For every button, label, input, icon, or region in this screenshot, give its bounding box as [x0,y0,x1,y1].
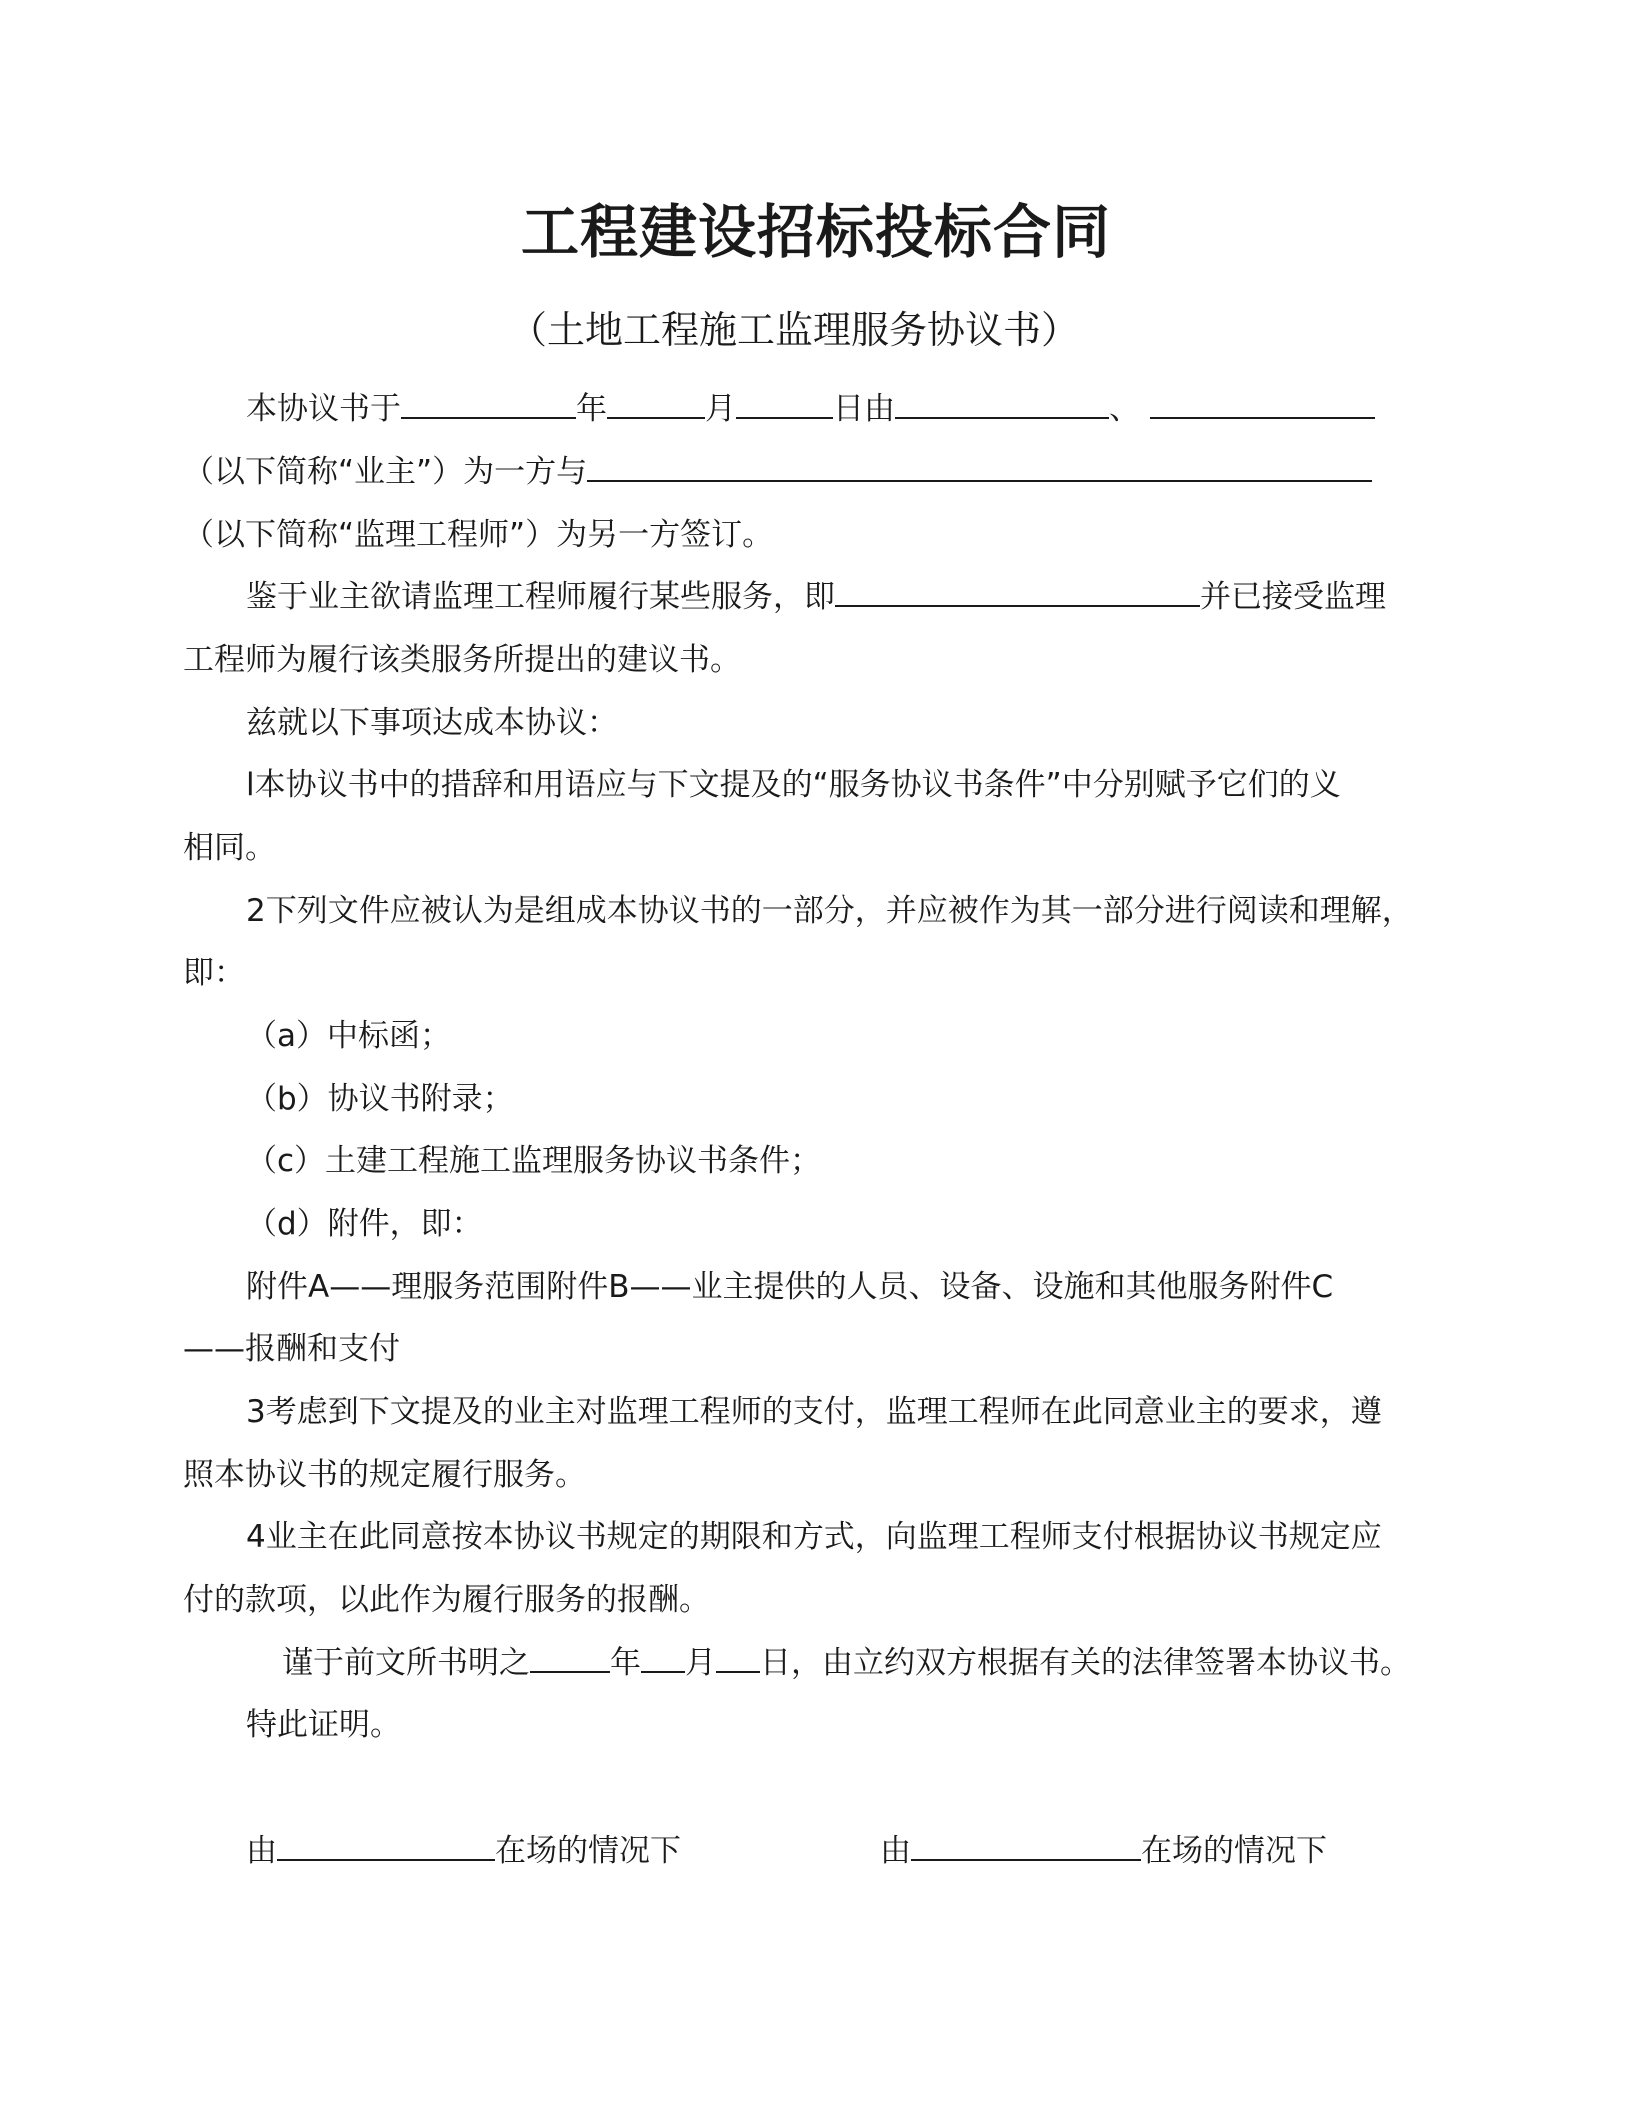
whereas-text-1: 鉴于业主欲请监理工程师履行某些服务，即 [246,579,835,615]
intro-text-2: （以下简称“业主”）为一方与 [183,454,588,490]
annex-line-1: 附件A——理服务范围附件B——业主提供的人员、设备、设施和其他服务附件C [246,1269,1334,1305]
signature-right-text-2: 在场的情况下 [1141,1833,1327,1869]
list-item-b: （b）协议书附录； [246,1081,514,1117]
date-month-blank[interactable] [607,387,705,419]
sign-year-blank[interactable] [530,1641,610,1673]
signature-left-text-1: 由 [246,1833,277,1869]
whereas-line-1 [246,572,1386,622]
witness-text-month: 月 [685,1645,716,1681]
intro-text-day: 日由 [833,391,895,427]
party-one-blank[interactable] [895,387,1109,419]
certify-line: 特此证明。 [246,1707,401,1743]
intro-text-1: 本协议书于 [246,391,401,427]
document-subtitle: （土地工程施工监理服务协议书） [508,308,1079,352]
date-year-blank[interactable] [401,387,576,419]
clause-2-line-2: 即： [183,955,245,991]
signature-right-text-1: 由 [880,1833,911,1869]
clause-4-line-2: 付的款项，以此作为履行服务的报酬。 [183,1582,710,1618]
sign-month-blank[interactable] [641,1641,685,1673]
list-item-d: （d）附件，即： [246,1206,483,1242]
witness-right-blank[interactable] [911,1829,1141,1861]
signature-left [246,1826,681,1876]
party-two-blank[interactable] [587,450,1372,482]
clause-1-line-2: 相同。 [183,830,276,866]
list-item-c: （c）土建工程施工监理服务协议书条件； [246,1143,822,1179]
witness-line [282,1638,1411,1688]
date-day-blank[interactable] [736,387,833,419]
whereas-text-2: 并已接受监理 [1200,579,1386,615]
clause-4-line-1: 4业主在此同意按本协议书规定的期限和方式，向监理工程师支付根据协议书规定应 [246,1519,1382,1555]
annex-line-2: ——报酬和支付 [183,1331,400,1367]
witness-text-year: 年 [610,1645,641,1681]
witness-text-1: 谨于前文所书明之 [282,1645,530,1681]
intro-line-3: （以下简称“监理工程师”）为另一方签订。 [183,517,774,553]
signature-left-text-2: 在场的情况下 [495,1833,681,1869]
signature-right [880,1826,1327,1876]
intro-text-year: 年 [576,391,607,427]
whereas-line-2: 工程师为履行该类服务所提出的建议书。 [183,642,741,678]
clause-3-line-2: 照本协议书的规定履行服务。 [183,1457,586,1493]
clause-2-line-1: 2下列文件应被认为是组成本协议书的一部分，并应被作为其一部分进行阅读和理解， [246,893,1413,929]
list-item-a: （a）中标函； [246,1018,451,1054]
sign-day-blank[interactable] [716,1641,760,1673]
clause-1-line-1: l本协议书中的措辞和用语应与下文提及的“服务协议书条件”中分别赋予它们的义 [246,767,1341,803]
party-one-second-blank[interactable] [1150,387,1375,419]
intro-line-2 [183,447,1372,497]
document-title: 工程建设招标投标合同 [520,198,1111,266]
witness-text-day: 日，由立约双方根据有关的法律签署本协议书。 [760,1645,1411,1681]
intro-text-month: 月 [705,391,736,427]
intro-line-1 [246,384,1375,434]
services-blank[interactable] [835,575,1200,607]
agree-line: 兹就以下事项达成本协议： [246,705,618,741]
clause-3-line-1: 3考虑到下文提及的业主对监理工程师的支付，监理工程师在此同意业主的要求，遵 [246,1394,1382,1430]
intro-text-sep: 、 [1109,391,1140,427]
witness-left-blank[interactable] [277,1829,495,1861]
